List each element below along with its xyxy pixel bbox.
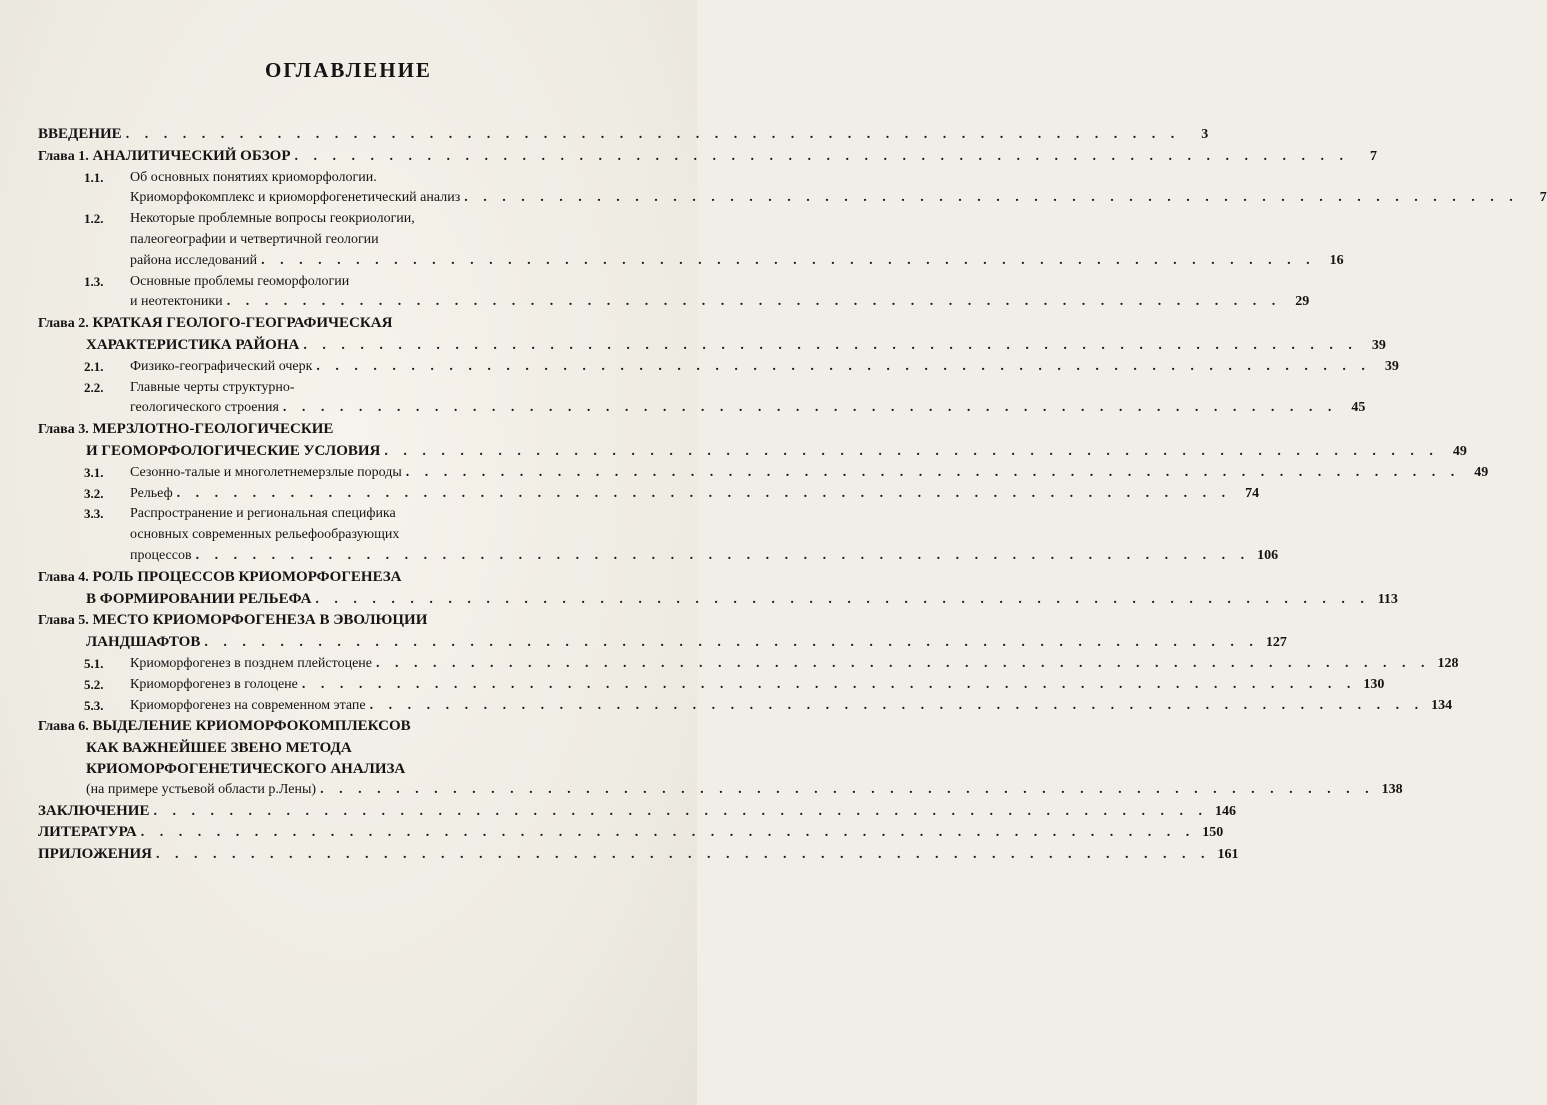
section-title-line: геологического строения <box>130 400 279 416</box>
section-title-line: Криоморфогенез на современном этапе <box>130 697 366 713</box>
toc-entry-section-5-3[interactable] <box>38 696 1453 717</box>
leader-dots: . . . . . . . . . . . . . . . . . . . . . . . . . . . . . . . . . . . . . . . . . . . . . . . . . . . . . . . . <box>140 825 1196 841</box>
table-of-contents <box>38 124 1547 866</box>
leader-dots: . . . . . . . . . . . . . . . . . . . . . . . . . . . . . . . . . . . . . . . . . . . . . . . . . . . . . . . . <box>282 400 1338 416</box>
leader-dots: . . . . . . . . . . . . . . . . . . . . . . . . . . . . . . . . . . . . . . . . . . . . . . . . . . . . . . . . <box>204 635 1259 651</box>
chapter-title-line: РОЛЬ ПРОЦЕССОВ КРИОМОРФОГЕНЕЗА <box>92 568 402 585</box>
leader-dots: . . . . . . . . . . . . . . . . . . . . . . . . . . . . . . . . . . . . . . . . . . . . . . . . . . . . . . . . <box>315 591 1370 607</box>
entry-title: ВВЕДЕНИЕ <box>38 126 122 142</box>
section-number: 1.3. <box>84 273 104 289</box>
leader-dots: . . . . . . . . . . . . . . . . . . . . . . . . . . . . . . . . . . . . . . . . . . . . . . . . . . . . . . . . <box>405 464 1461 480</box>
page-number: 161 <box>1217 847 1239 863</box>
page-number: 7 <box>1539 190 1547 206</box>
toc-entry-chapter-1[interactable] <box>38 146 1377 168</box>
page-number: 128 <box>1437 655 1459 671</box>
section-title-line: процессов <box>130 547 192 563</box>
section-title-line: Об основных понятиях криоморфологии. <box>130 169 377 185</box>
page-number: 49 <box>1452 443 1467 459</box>
page-number: 130 <box>1363 676 1385 692</box>
page-number: 29 <box>1295 294 1310 310</box>
toc-entry-section-1-2[interactable] <box>38 209 1344 271</box>
section-title-line: Криоморфокомплекс и криоморфогенетический анализ <box>130 190 461 206</box>
page-number: 113 <box>1377 591 1398 607</box>
page-number: 127 <box>1265 635 1287 651</box>
section-title-line: Главные черты структурно- <box>130 379 295 395</box>
page-number: 39 <box>1384 358 1399 374</box>
chapter-title-line: В ФОРМИРОВАНИИ РЕЛЬЕФА <box>86 590 312 607</box>
page-number: 16 <box>1329 252 1344 268</box>
page-number: 7 <box>1370 148 1377 164</box>
chapter-title-line: ВЫДЕЛЕНИЕ КРИОМОРФОКОМПЛЕКСОВ <box>92 718 411 735</box>
section-number: 3.2. <box>84 485 104 501</box>
chapter-prefix: Глава 2. <box>38 316 89 332</box>
page-number: 74 <box>1245 485 1260 501</box>
chapter-title-line: КРИОМОРФОГЕНЕТИЧЕСКОГО АНАЛИЗА <box>86 760 406 777</box>
section-title-line: Распространение и региональная специфика <box>130 506 396 522</box>
toc-entry-section-3-3[interactable] <box>38 504 1279 566</box>
section-title-line: Рельеф <box>130 485 173 501</box>
leader-dots: . . . . . . . . . . . . . . . . . . . . . . . . . . . . . . . . . . . . . . . . . . . . . . . . . . . . . . . . <box>316 358 1371 374</box>
section-title-line: Криоморфогенез в позднем плейстоцене <box>130 655 372 671</box>
chapter-title-line: ХАРАКТЕРИСТИКА РАЙОНА <box>86 336 300 353</box>
section-number: 5.2. <box>84 676 104 692</box>
section-number: 1.2. <box>84 211 104 227</box>
leader-dots: . . . . . . . . . . . . . . . . . . . . . . . . . . . . . . . . . . . . . . . . . . . . . . . . . . . . . . . . <box>376 655 1431 671</box>
leader-dots: . . . . . . . . . . . . . . . . . . . . . . . . . . . . . . . . . . . . . . . . . . . . . . . . . . . . . . . . <box>153 803 1208 819</box>
page-number: 150 <box>1202 825 1224 841</box>
leader-dots: . . . . . . . . . . . . . . . . . . . . . . . . . . . . . . . . . . . . . . . . . . . . . . . . . . . . . . . . <box>303 337 1358 353</box>
page-number: 106 <box>1257 547 1279 563</box>
chapter-title-line: КАК ВАЖНЕЙШЕЕ ЗВЕНО МЕТОДА <box>86 740 352 757</box>
toc-entry-chapter-5[interactable] <box>38 610 1287 654</box>
leader-dots: . . . . . . . . . . . . . . . . . . . . . . . . . . . . . . . . . . . . . . . . . . . . . . . . . . . . . . . . <box>301 676 1357 692</box>
toc-entry-intro[interactable] <box>38 124 1209 146</box>
leader-dots: . . . . . . . . . . . . . . . . . . . . . . . . . . . . . . . . . . . . . . . . . . . . . . . . . . . . . . . . <box>195 547 1251 563</box>
page-number: 45 <box>1351 400 1366 416</box>
toc-entry-section-3-2[interactable] <box>38 484 1260 505</box>
toc-entry-chapter-3[interactable] <box>38 419 1467 463</box>
section-title-line: Физико-географический очерк <box>130 358 313 374</box>
toc-entry-conclusion[interactable] <box>38 801 1236 823</box>
page-number: 39 <box>1371 337 1386 353</box>
section-title-line: Некоторые проблемные вопросы геокриологии, <box>130 211 415 227</box>
leader-dots: . . . . . . . . . . . . . . . . . . . . . . . . . . . . . . . . . . . . . . . . . . . . . . . . . . . . . . . . <box>384 443 1439 459</box>
section-title-line: и неотектоники <box>130 294 223 310</box>
entry-title: ЛИТЕРАТУРА <box>38 824 137 841</box>
leader-dots: . . . . . . . . . . . . . . . . . . . . . . . . . . . . . . . . . . . . . . . . . . . . . . . . . . . . . . . . <box>155 847 1211 863</box>
chapter-title: АНАЛИТИЧЕСКИЙ ОБЗОР <box>92 147 291 164</box>
chapter-title-line: МЕСТО КРИОМОРФОГЕНЕЗА В ЭВОЛЮЦИИ <box>92 612 428 629</box>
section-title-line: района исследований <box>130 252 258 268</box>
section-number: 5.1. <box>84 655 104 671</box>
toc-entry-section-1-1[interactable] <box>38 168 1547 210</box>
page-number: 3 <box>1201 127 1209 142</box>
toc-entry-section-2-1[interactable] <box>38 357 1399 378</box>
toc-entry-section-5-2[interactable] <box>38 675 1385 696</box>
leader-dots: . . . . . . . . . . . . . . . . . . . . . . . . . . . . . . . . . . . . . . . . . . . . . . . . . . . . . . . . <box>261 252 1316 268</box>
chapter-prefix: Глава 5. <box>38 613 89 629</box>
toc-entry-section-1-3[interactable] <box>38 272 1310 314</box>
toc-entry-appendix[interactable] <box>38 844 1239 866</box>
leader-dots: . . . . . . . . . . . . . . . . . . . . . . . . . . . . . . . . . . . . . . . . . . . . . . . . . . . . . . . . <box>176 485 1232 501</box>
chapter-title-line: КРАТКАЯ ГЕОЛОГО-ГЕОГРАФИЧЕСКАЯ <box>92 315 393 332</box>
section-title-line: Основные проблемы геоморфологии <box>130 273 350 289</box>
page-number: 138 <box>1381 781 1403 797</box>
entry-title: ПРИЛОЖЕНИЯ <box>38 846 152 863</box>
page-number: 146 <box>1214 803 1236 819</box>
chapter-prefix: Глава 4. <box>38 569 89 585</box>
toc-entry-literature[interactable] <box>38 822 1224 844</box>
section-number: 2.2. <box>84 379 104 395</box>
section-title-line: Криоморфогенез в голоцене <box>130 676 298 692</box>
leader-dots: . . . . . . . . . . . . . . . . . . . . . . . . . . . . . . . . . . . . . . . . . . . . . . . . . . . . . . . . <box>320 781 1375 797</box>
leader-dots: . . . . . . . . . . . . . . . . . . . . . . . . . . . . . . . . . . . . . . . . . . . . . . . . . . . . . . . . <box>294 148 1349 164</box>
chapter-title-line: ЛАНДШАФТОВ <box>86 634 201 651</box>
section-number: 3.1. <box>84 464 104 480</box>
leader-dots: . . . . . . . . . . . . . . . . . . . . . . . . . . . . . . . . . . . . . . . . . . . . . . . . . . . . . . . . <box>125 127 1181 142</box>
page-number: 49 <box>1474 464 1489 480</box>
toc-entry-section-3-1[interactable] <box>38 463 1489 484</box>
page-title: ОГЛАВЛЕНИЕ <box>265 58 432 82</box>
chapter-title-line: МЕРЗЛОТНО-ГЕОЛОГИЧЕСКИЕ <box>92 421 334 438</box>
toc-entry-section-2-2[interactable] <box>38 378 1366 420</box>
section-number: 5.3. <box>84 697 104 713</box>
chapter-title-line: (на примере устьевой области р.Лены) <box>86 781 317 797</box>
entry-title: ЗАКЛЮЧЕНИЕ <box>38 802 150 819</box>
leader-dots: . . . . . . . . . . . . . . . . . . . . . . . . . . . . . . . . . . . . . . . . . . . . . . . . . . . . . . . . <box>226 294 1282 310</box>
section-title-line: палеогеографии и четвертичной геологии <box>130 231 379 247</box>
toc-entry-chapter-4[interactable] <box>38 567 1398 611</box>
toc-entry-section-5-1[interactable] <box>38 654 1459 675</box>
leader-dots: . . . . . . . . . . . . . . . . . . . . . . . . . . . . . . . . . . . . . . . . . . . . . . . . . . . . . . . . <box>369 697 1425 713</box>
section-number: 1.1. <box>84 169 104 185</box>
section-number: 2.1. <box>84 358 104 374</box>
section-title-line: основных современных рельефообразующих <box>130 527 400 543</box>
chapter-prefix: Глава 3. <box>38 422 89 438</box>
section-title-line: Сезонно-талые и многолетнемерзлые породы <box>130 464 402 480</box>
chapter-prefix: Глава 1. <box>38 148 89 164</box>
section-number: 3.3. <box>84 506 104 522</box>
leader-dots: . . . . . . . . . . . . . . . . . . . . . . . . . . . . . . . . . . . . . . . . . . . . . . . . . . . . . . . . <box>464 190 1519 206</box>
page-number: 134 <box>1431 697 1453 713</box>
chapter-prefix: Глава 6. <box>38 719 89 735</box>
toc-entry-chapter-6[interactable] <box>38 716 1403 800</box>
toc-entry-chapter-2[interactable] <box>38 313 1386 357</box>
chapter-title-line: И ГЕОМОРФОЛОГИЧЕСКИЕ УСЛОВИЯ <box>86 442 381 459</box>
